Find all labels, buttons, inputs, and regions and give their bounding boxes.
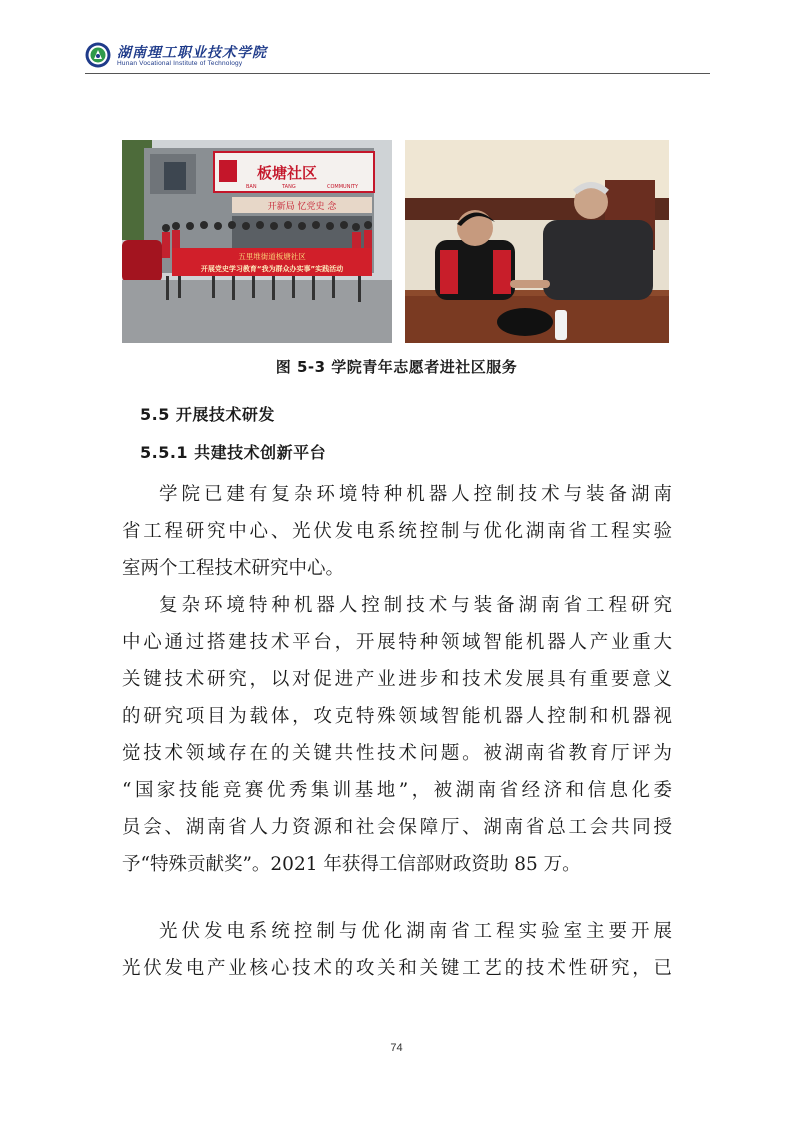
banner-line-2: 开展党史学习教育“我为群众办实事”实践活动 bbox=[200, 265, 344, 273]
paragraph-line: 的研究项目为载体，攻克特殊领域智能机器人控制和机器视 bbox=[122, 706, 672, 727]
institution-name-en: Hunan Vocational Institute of Technology bbox=[117, 60, 243, 67]
community-sign-sub-1: BAN bbox=[246, 184, 257, 190]
paragraph-line: 员会、湖南省人力资源和社会保障厅、湖南省总工会共同授 bbox=[122, 817, 672, 838]
paragraph-line: 中心通过搭建技术平台，开展特种领域智能机器人产业重大 bbox=[122, 632, 672, 653]
slogan-text: 开新局 忆党史 念 bbox=[267, 202, 337, 212]
institution-name: 湖南理工职业技术学院 bbox=[117, 45, 267, 61]
paragraph-line: 觉技术领域存在的关键共性技术问题。被湖南省教育厅评为 bbox=[122, 743, 672, 764]
paragraph-line: 关键技术研究，以对促进产业进步和技术发展具有重要意义 bbox=[122, 669, 672, 690]
paragraph-line: 室两个工程技术研究中心。 bbox=[122, 558, 345, 579]
community-sign-text: 板塘社区 bbox=[256, 164, 318, 182]
paragraph-line: 复杂环境特种机器人控制技术与装备湖南省工程研究 bbox=[159, 595, 672, 616]
banner-line-1: 五里堆街道板塘社区 bbox=[238, 252, 306, 261]
header-divider bbox=[85, 73, 710, 74]
paragraph-line: 省工程研究中心、光伏发电系统控制与优化湖南省工程实验 bbox=[122, 521, 672, 542]
subsection-heading: 5.5.1 共建技术创新平台 bbox=[140, 443, 327, 462]
section-heading: 5.5 开展技术研发 bbox=[140, 405, 275, 424]
paragraph-line: “国家技能竞赛优秀集训基地”，被湖南省经济和信息化委 bbox=[122, 780, 672, 801]
page-header bbox=[85, 40, 710, 74]
page-number: 74 bbox=[390, 1042, 403, 1054]
community-sign-sub-2: TANG bbox=[282, 184, 296, 190]
community-sign-sub-3: COMMUNITY bbox=[327, 184, 359, 190]
paragraph-3 bbox=[122, 913, 672, 987]
paragraph-line: 光伏发电系统控制与优化湖南省工程实验室主要开展 bbox=[159, 921, 672, 942]
photo-volunteer-elderly bbox=[405, 140, 669, 343]
institution-logo-icon bbox=[85, 42, 111, 68]
paragraph-1 bbox=[122, 476, 672, 587]
paragraph-line: 光伏发电产业核心技术的攻关和关键工艺的技术性研究，已 bbox=[122, 958, 672, 979]
figure-caption: 图 5-3 学院青年志愿者进社区服务 bbox=[275, 358, 518, 376]
photo-volunteers-group bbox=[122, 140, 392, 343]
paragraph-2 bbox=[122, 587, 672, 883]
paragraph-line: 学院已建有复杂环境特种机器人控制技术与装备湖南 bbox=[159, 484, 672, 505]
paragraph-line: 予“特殊贡献奖”。2021 年获得工信部财政资助 85 万。 bbox=[122, 854, 581, 875]
